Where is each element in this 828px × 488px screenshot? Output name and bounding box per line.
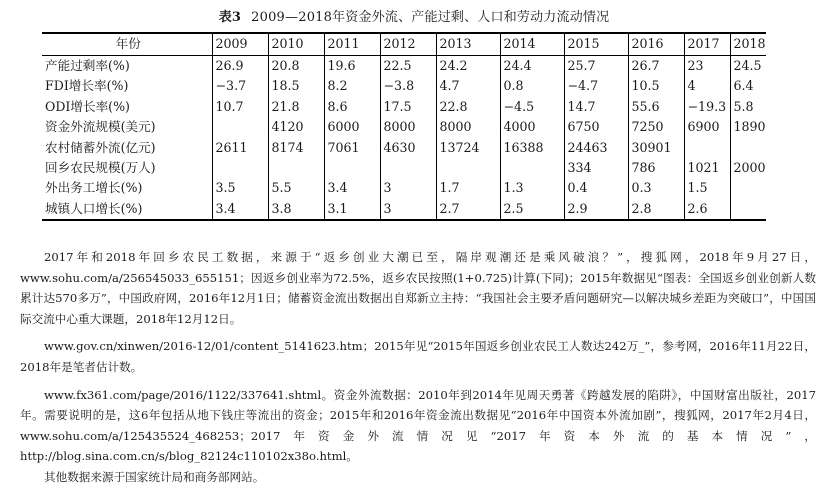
table-cell: 25.7 bbox=[564, 56, 628, 77]
table-cell: 5.8 bbox=[730, 97, 766, 117]
table-cell: 8000 bbox=[436, 117, 500, 137]
table-cell: 7061 bbox=[324, 138, 380, 158]
row-label: 农村储蓄外流(亿元) bbox=[45, 139, 156, 155]
table-cell: 1890 bbox=[730, 117, 766, 137]
table-cell: 4000 bbox=[500, 117, 564, 137]
table-cell bbox=[684, 138, 730, 158]
table-cell: 8.6 bbox=[324, 97, 380, 117]
table-cell: 23 bbox=[684, 56, 730, 77]
table-cell: 6750 bbox=[564, 117, 628, 137]
table-cell bbox=[730, 199, 766, 220]
table-cell bbox=[436, 158, 500, 178]
table-cell: 30901 bbox=[628, 138, 684, 158]
table-cell: 21.8 bbox=[268, 97, 324, 117]
table-cell: 2.8 bbox=[628, 199, 684, 220]
table-cell: 20.8 bbox=[268, 56, 324, 77]
table-body bbox=[42, 56, 766, 221]
row-label: 产能过剩率(%) bbox=[45, 58, 130, 73]
row-label: 回乡农民规模(万人) bbox=[45, 160, 156, 176]
source-notes bbox=[20, 247, 816, 488]
table-cell: 2611 bbox=[212, 138, 268, 158]
table-cell: −3.7 bbox=[212, 76, 268, 96]
column-header: 2016 bbox=[628, 33, 684, 56]
table-cell: 22.8 bbox=[436, 97, 500, 117]
column-header: 2017 bbox=[684, 33, 730, 56]
table-cell: 4120 bbox=[268, 117, 324, 137]
table-cell bbox=[730, 178, 766, 198]
column-header: 2011 bbox=[324, 33, 380, 56]
note-paragraph: www.gov.cn/xinwen/2016-12/01/content_5141623.htm；2015年见“2015年国返乡创业农民工人数达242万_”，参考网，2016年11月22日，2018年是笔者估计数。 bbox=[20, 339, 816, 374]
table-cell: 16388 bbox=[500, 138, 564, 158]
table-cell bbox=[500, 158, 564, 178]
table-cell: 18.5 bbox=[268, 76, 324, 96]
row-label: ODI增长率(%) bbox=[45, 98, 130, 114]
table-cell: 1.7 bbox=[436, 178, 500, 198]
column-header-year: 年份 bbox=[42, 33, 212, 56]
table-cell: 6900 bbox=[684, 117, 730, 137]
table-cell: 10.5 bbox=[628, 76, 684, 96]
table-cell: 14.7 bbox=[564, 97, 628, 117]
table-cell: 334 bbox=[564, 158, 628, 178]
table-cell bbox=[212, 158, 268, 178]
table-cell: 4 bbox=[684, 76, 730, 96]
table-cell: 2000 bbox=[730, 158, 766, 178]
table-cell bbox=[324, 158, 380, 178]
column-header: 2015 bbox=[564, 33, 628, 56]
table-cell: 1.3 bbox=[500, 178, 564, 198]
table-cell: 2.5 bbox=[500, 199, 564, 220]
table-cell: 19.6 bbox=[324, 56, 380, 77]
table-caption bbox=[0, 6, 828, 25]
table-cell: 6.4 bbox=[730, 76, 766, 96]
table-cell: 4630 bbox=[380, 138, 436, 158]
column-header: 2009 bbox=[212, 33, 268, 56]
table-cell: 13724 bbox=[436, 138, 500, 158]
table-cell: 24.2 bbox=[436, 56, 500, 77]
note-paragraph: 2017年和2018年回乡农民工数据，来源于“返乡创业大潮已至，隔岸观潮还是乘风破浪？”，搜狐网，2018年9月27日，www.sohu.com/a/256545033_655151；因返乡创业率为72.5%，返乡农民按照(1+0.725)计算(下同)；2015年数据见“图表：全国返乡创业创新人数累计达570多万”，中国政府网，2016年12月1日；储蓄资金流出数据出自郑新立主持：“我国社会主要矛盾问题研究—以解决城乡差距为突破口”，中国国际交流中心重大课题，2018年12月12日。 bbox=[20, 250, 816, 326]
table-row bbox=[42, 199, 766, 220]
table-cell bbox=[730, 138, 766, 158]
table-cell: 2.9 bbox=[564, 199, 628, 220]
table-row bbox=[42, 56, 766, 77]
table-cell: 8174 bbox=[268, 138, 324, 158]
table-cell: 24.4 bbox=[500, 56, 564, 77]
note-paragraph: www.fx361.com/page/2016/1122/337641.shtml。资金外流数据：2010年到2014年见周天勇著《跨越发展的陷阱》，中国财富出版社，2017年。需要说明的是，这6年包括从地下钱庄等流出的资金；2015年和2016年资金流出数据见“2016年中国资本外流加剧”，搜狐网，2017年2月4日，www.sohu.com/a/125435524_468253；2017年资金外流情况见“2017年资本外流的基本情况”，http://blog.sina.com.cn/s/blog_82124c110102x38o.html。 bbox=[20, 387, 816, 464]
row-label: FDI增长率(%) bbox=[45, 78, 129, 94]
table-cell: 0.3 bbox=[628, 178, 684, 198]
column-header: 2014 bbox=[500, 33, 564, 56]
table-cell bbox=[380, 158, 436, 178]
table-cell: 2.6 bbox=[684, 199, 730, 220]
table-cell: 8.2 bbox=[324, 76, 380, 96]
table-cell: −19.3 bbox=[684, 97, 730, 117]
table-cell: 26.7 bbox=[628, 56, 684, 77]
table-cell: 2.7 bbox=[436, 199, 500, 220]
table-header-row bbox=[42, 33, 766, 56]
table-cell: 24.5 bbox=[730, 56, 766, 77]
table-cell: 6000 bbox=[324, 117, 380, 137]
table-cell bbox=[268, 158, 324, 178]
table-number: 表3 bbox=[218, 10, 242, 25]
table-cell: 3 bbox=[380, 178, 436, 198]
table-cell: 7250 bbox=[628, 117, 684, 137]
table-cell: 22.5 bbox=[380, 56, 436, 77]
table-cell: 3.5 bbox=[212, 178, 268, 198]
table-cell: 3.1 bbox=[324, 199, 380, 220]
note-paragraph: 其他数据来源于国家统计局和商务部网站。 bbox=[44, 469, 265, 484]
table-cell: 4.7 bbox=[436, 76, 500, 96]
table-cell: −3.8 bbox=[380, 76, 436, 96]
table-cell: 3 bbox=[380, 199, 436, 220]
row-label: 资金外流规模(美元) bbox=[45, 119, 156, 135]
table-cell bbox=[212, 117, 268, 137]
table-cell: 1.5 bbox=[684, 178, 730, 198]
table-cell: 0.4 bbox=[564, 178, 628, 198]
table-row bbox=[42, 178, 766, 198]
table-cell: 24463 bbox=[564, 138, 628, 158]
table-cell: −4.7 bbox=[564, 76, 628, 96]
table-cell: 3.4 bbox=[212, 199, 268, 220]
data-table bbox=[42, 32, 766, 221]
table-row bbox=[42, 117, 766, 137]
row-label: 城镇人口增长(%) bbox=[42, 199, 212, 220]
table-cell: 55.6 bbox=[628, 97, 684, 117]
row-label: 外出务工增长(%) bbox=[45, 180, 143, 196]
table-cell: 1021 bbox=[684, 158, 730, 178]
table-row bbox=[42, 138, 766, 158]
column-header: 2018 bbox=[730, 33, 766, 56]
table-cell: 786 bbox=[628, 158, 684, 178]
table-row bbox=[42, 158, 766, 178]
table-cell: 0.8 bbox=[500, 76, 564, 96]
table-cell: 17.5 bbox=[380, 97, 436, 117]
table-cell: −4.5 bbox=[500, 97, 564, 117]
table-cell: 3.4 bbox=[324, 178, 380, 198]
table-title: 2009—2018年资金外流、产能过剩、人口和劳动力流动情况 bbox=[251, 10, 610, 25]
table-cell: 10.7 bbox=[212, 97, 268, 117]
table-row bbox=[42, 97, 766, 117]
table-cell: 26.9 bbox=[212, 56, 268, 77]
table-cell: 5.5 bbox=[268, 178, 324, 198]
table-cell: 8000 bbox=[380, 117, 436, 137]
table-row bbox=[42, 76, 766, 96]
column-header: 2010 bbox=[268, 33, 324, 56]
table-cell: 3.8 bbox=[268, 199, 324, 220]
column-header: 2013 bbox=[436, 33, 500, 56]
column-header: 2012 bbox=[380, 33, 436, 56]
